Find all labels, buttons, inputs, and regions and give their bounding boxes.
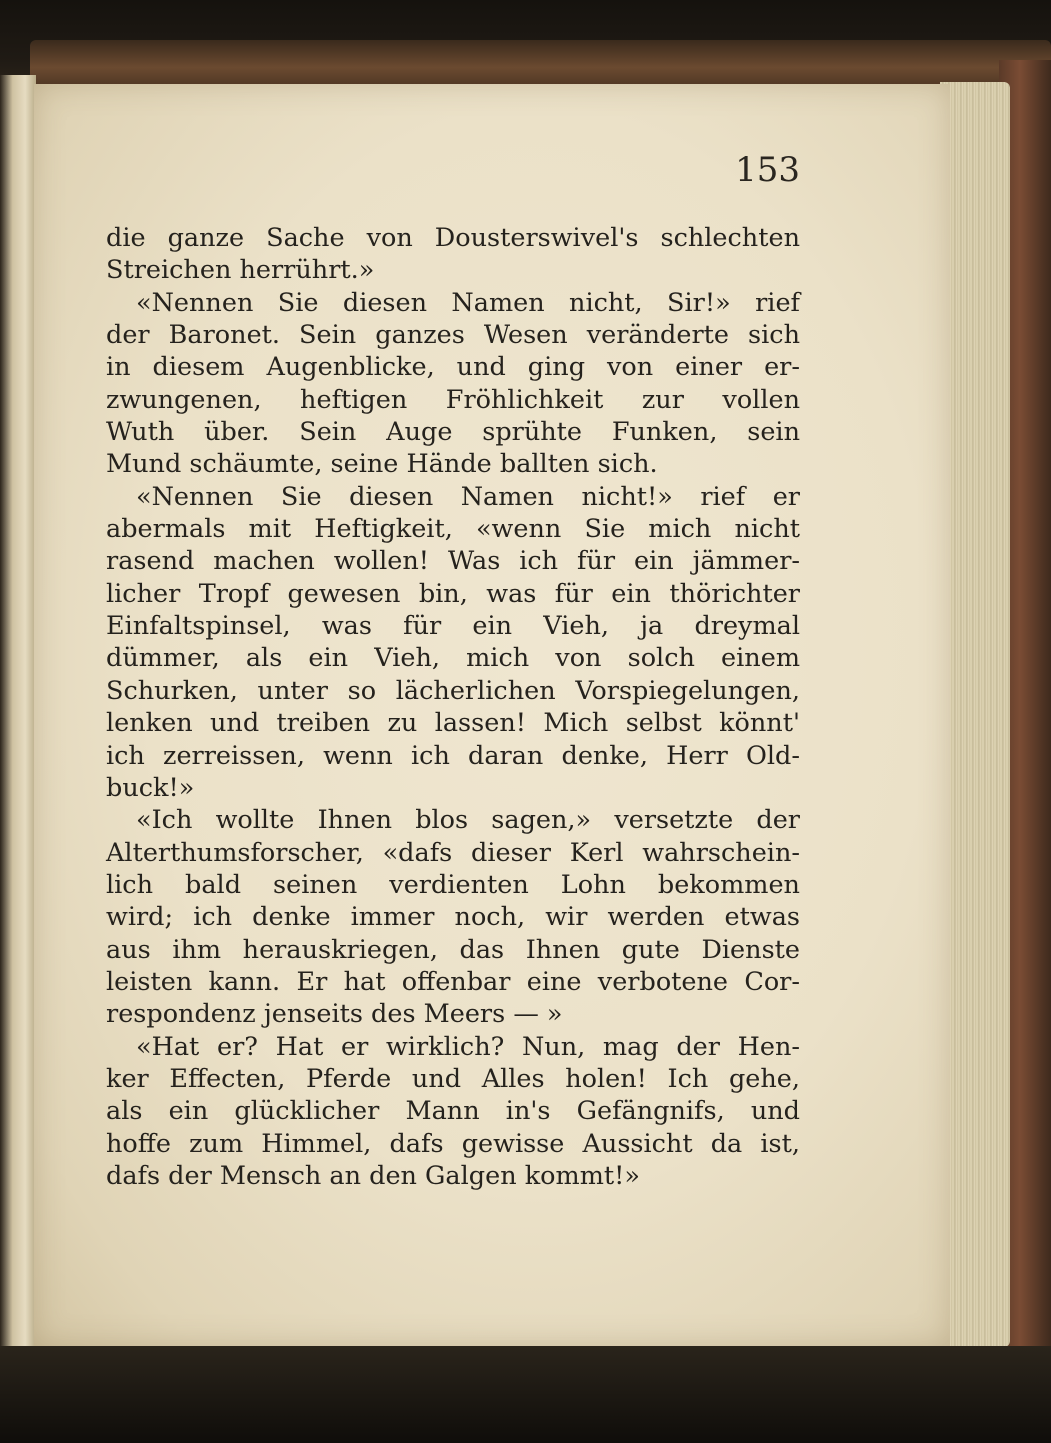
text-line: respondenz jenseits des Meers — » (106, 999, 563, 1030)
text-line: «Ich wollte Ihnen blos sagen,» versetzte der (136, 805, 800, 836)
text-line: licher Tropf gewesen bin, was für ein thörichter (106, 578, 800, 609)
text-line: leisten kann. Er hat offenbar eine verbotene Cor- (106, 966, 800, 997)
facing-page-edge (0, 75, 36, 1365)
text-line: Alterthumsforscher, «dafs dieser Kerl wahrschein- (106, 837, 800, 868)
page-number: 153 (735, 150, 800, 190)
text-line: Streichen herrührt.» (106, 255, 375, 286)
text-line: «Nennen Sie diesen Namen nicht, Sir!» rief (136, 287, 800, 318)
bottom-shadow (0, 1346, 1051, 1443)
text-line: ker Effecten, Pferde und Alles holen! Ich gehe, (106, 1063, 800, 1094)
text-line: lenken und treiben zu lassen! Mich selbst könnt' (106, 708, 800, 739)
text-line: zwungenen, heftigen Fröhlichkeit zur vollen (106, 384, 800, 415)
book-cover-top (30, 40, 1051, 90)
text-line: «Hat er? Hat er wirklich? Nun, mag der Hen- (136, 1031, 800, 1062)
text-line: Wuth über. Sein Auge sprühte Funken, sein (106, 417, 800, 448)
text-line: buck!» (106, 772, 195, 803)
text-line: als ein glücklicher Mann in's Gefängnifs, und (106, 1096, 800, 1127)
text-line: Mund schäumte, seine Hände ballten sich. (106, 449, 658, 480)
text-line: dümmer, als ein Vieh, mich von solch einem (106, 643, 800, 674)
text-line: lich bald seinen verdienten Lohn bekommen (106, 869, 800, 900)
text-line: rasend machen wollen! Was ich für ein jämmer- (106, 546, 800, 577)
text-line: Schurken, unter so lächerlichen Vorspiegelungen, (106, 675, 800, 706)
text-line: abermals mit Heftigkeit, «wenn Sie mich nicht (106, 514, 800, 545)
text-line: «Nennen Sie diesen Namen nicht!» rief er (136, 481, 800, 512)
text-line: in diesem Augenblicke, und ging von einer er- (106, 352, 800, 383)
text-line: aus ihm herauskriegen, das Ihnen gute Dienste (106, 934, 800, 965)
body-text (106, 222, 800, 1192)
text-line: hoffe zum Himmel, dafs gewisse Aussicht da ist, (106, 1128, 800, 1159)
text-line: die ganze Sache von Dousterswivel's schlechten (106, 223, 800, 253)
text-line: Einfaltspinsel, was für ein Vieh, ja dreymal (106, 611, 800, 642)
page-edges (940, 82, 1010, 1347)
text-line: ich zerreissen, wenn ich daran denke, Herr Old- (106, 740, 800, 771)
text-line: wird; ich denke immer noch, wir werden etwas (106, 902, 800, 933)
text-line: dafs der Mensch an den Galgen kommt!» (106, 1160, 640, 1191)
text-line: der Baronet. Sein ganzes Wesen veränderte sich (106, 320, 800, 351)
